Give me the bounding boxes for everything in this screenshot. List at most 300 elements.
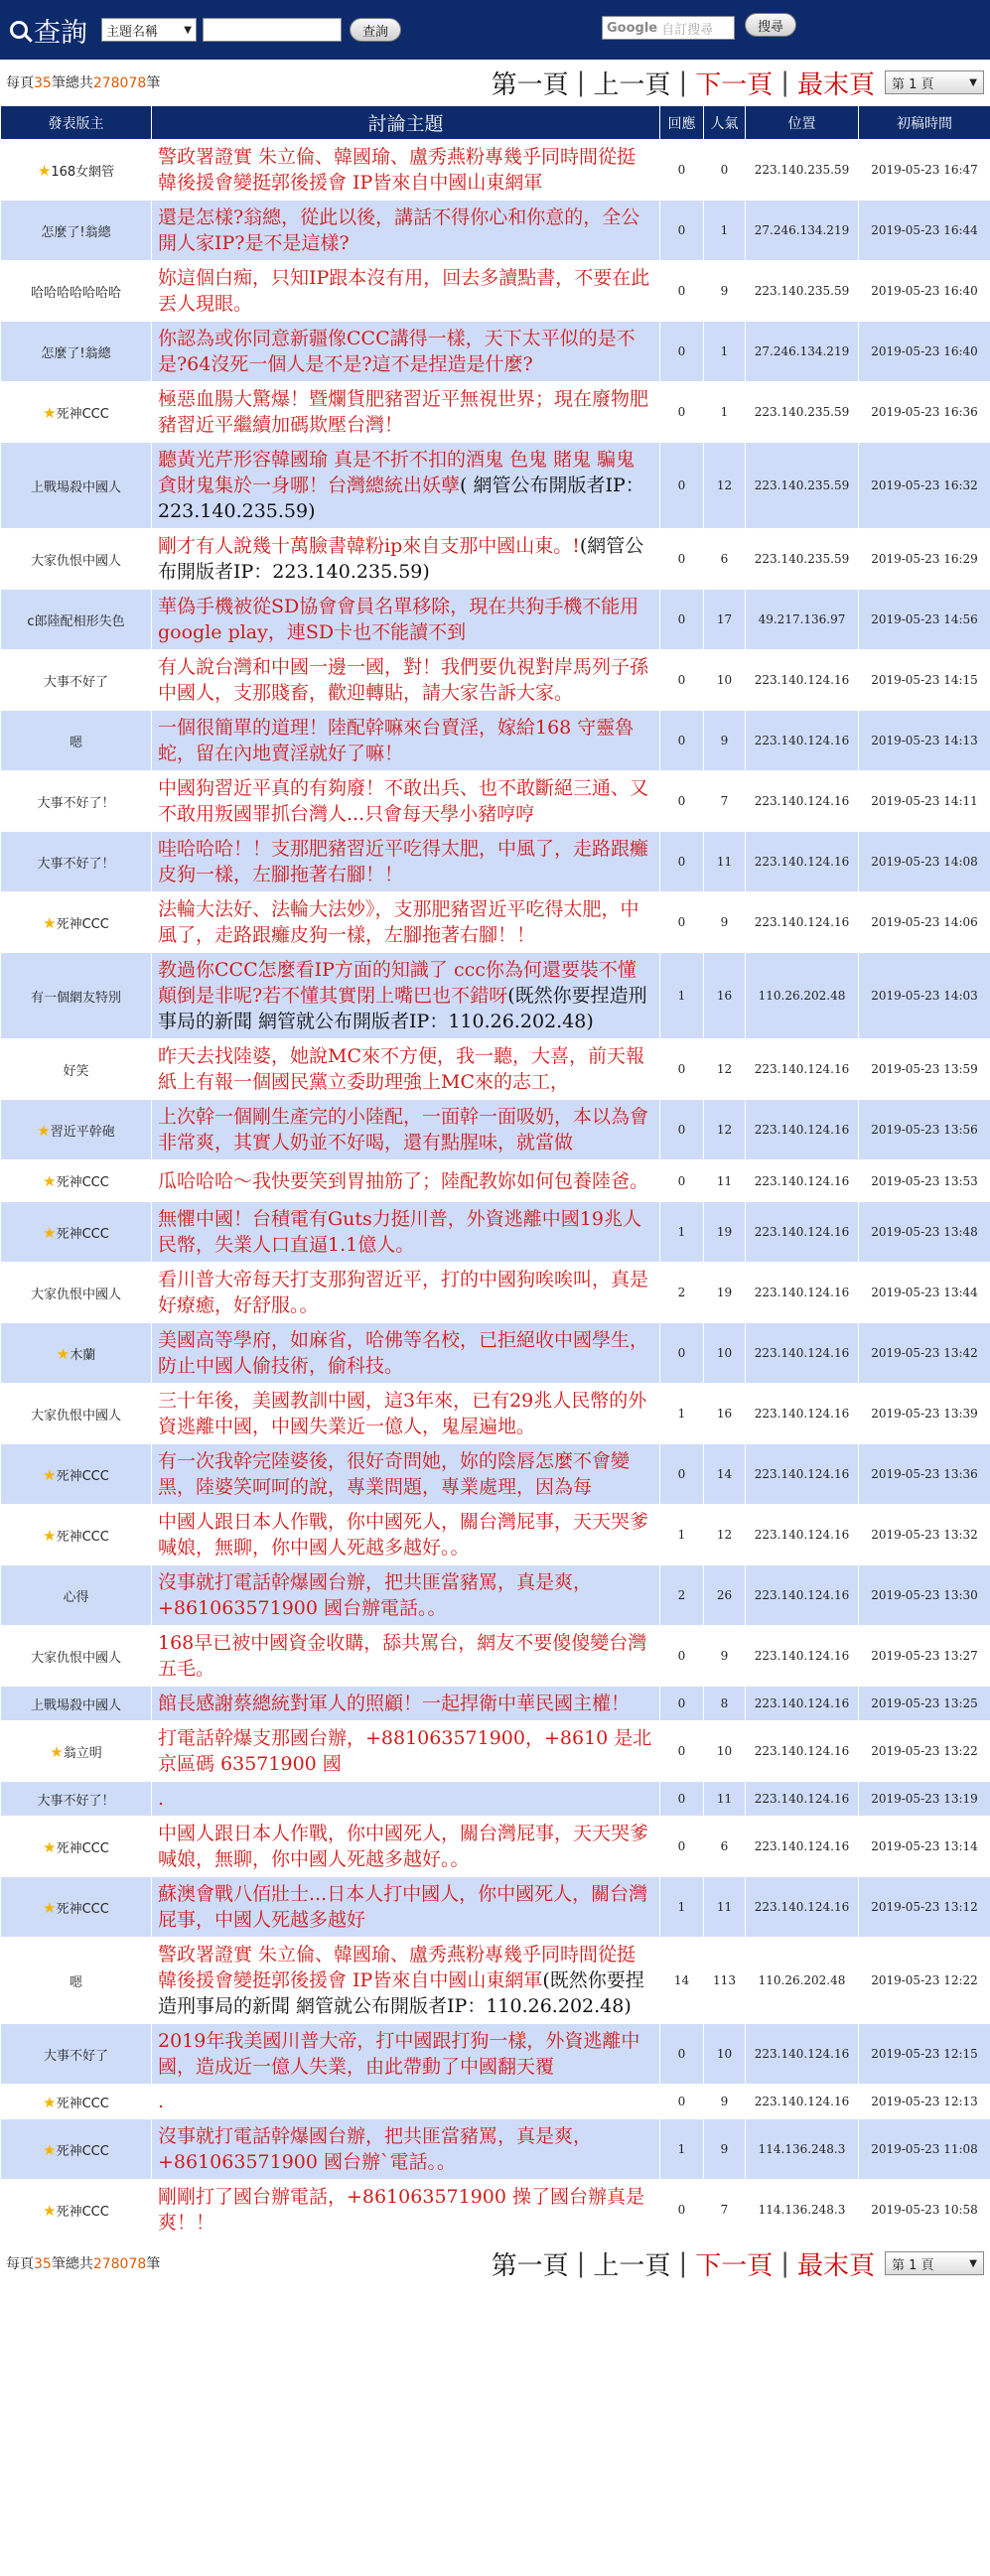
page-select[interactable] bbox=[885, 70, 984, 94]
table-row bbox=[1, 2085, 990, 2119]
search-title bbox=[10, 11, 87, 50]
time-cell: 2019-05-23 13:36 bbox=[859, 1444, 990, 1505]
author-cell bbox=[1, 1817, 152, 1877]
ip-cell: 223.140.124.16 bbox=[746, 832, 859, 892]
ip-cell: 223.140.235.59 bbox=[746, 443, 859, 529]
topic-link[interactable]: 警政署證實 朱立倫、韓國瑜、盧秀燕粉專幾乎同時間從挺韓後援會變挺郭後援會 IP皆來自中國山東網軍 bbox=[158, 1944, 636, 1991]
star-icon: ★ bbox=[43, 1465, 57, 1484]
search-icon bbox=[10, 21, 28, 39]
views-cell: 12 bbox=[704, 443, 746, 529]
ip-cell: 223.140.124.16 bbox=[746, 711, 859, 771]
time-cell: 2019-05-23 14:08 bbox=[859, 832, 990, 892]
replies-cell: 0 bbox=[660, 1817, 704, 1877]
author-name: 哈哈哈哈哈哈哈 bbox=[30, 285, 121, 301]
author-cell bbox=[1, 529, 152, 590]
replies-cell: 0 bbox=[660, 201, 704, 261]
time-cell: 2019-05-23 13:25 bbox=[859, 1687, 990, 1721]
topic-cell bbox=[152, 1039, 660, 1100]
replies-cell: 2 bbox=[660, 1565, 704, 1626]
topic-link[interactable]: 妳這個白痴，只知IP跟本沒有用，回去多讀點書，不要在此丟人現眼。 bbox=[158, 267, 650, 315]
author-cell bbox=[1, 140, 152, 201]
author-name: 有一個網友特別 bbox=[30, 990, 121, 1006]
replies-cell: 0 bbox=[660, 2180, 704, 2240]
ip-cell: 27.246.134.219 bbox=[746, 201, 859, 261]
ip-cell: 223.140.124.16 bbox=[746, 1039, 859, 1100]
prev-page-link[interactable]: 上一頁 bbox=[593, 69, 671, 100]
search-field-select[interactable] bbox=[101, 18, 197, 42]
ip-cell: 223.140.124.16 bbox=[746, 1160, 859, 1202]
author-cell bbox=[1, 711, 152, 771]
views-cell: 9 bbox=[704, 892, 746, 953]
author-name: 大家仇恨中國人 bbox=[30, 1287, 121, 1302]
topic-link[interactable]: 中國人跟日本人作戰，你中國死人，關台灣屁事，天天哭爹喊娘，無聊，你中國人死越多越好。。 bbox=[158, 1823, 649, 1870]
time-cell: 2019-05-23 13:42 bbox=[859, 1323, 990, 1384]
ip-cell: 223.140.124.16 bbox=[746, 1721, 859, 1782]
replies-cell: 0 bbox=[660, 892, 704, 953]
topic-cell bbox=[152, 529, 660, 590]
table-row bbox=[1, 1626, 990, 1687]
author-name: 大事不好了 bbox=[43, 674, 108, 690]
topic-link[interactable]: 你認為或你同意新疆像CCC講得一樣，天下太平似的是不是?64沒死一個人是不是?這不是捏造是什麼? bbox=[158, 328, 636, 375]
views-cell: 10 bbox=[704, 650, 746, 711]
topic-table bbox=[0, 105, 990, 2240]
first-page-link[interactable]: 第一頁 bbox=[491, 2250, 569, 2281]
author-cell bbox=[1, 2085, 152, 2119]
table-row bbox=[1, 1100, 990, 1160]
replies-cell: 0 bbox=[660, 140, 704, 201]
time-cell: 2019-05-23 16:40 bbox=[859, 322, 990, 382]
time-cell: 2019-05-23 11:08 bbox=[859, 2119, 990, 2180]
time-cell: 2019-05-23 12:13 bbox=[859, 2085, 990, 2119]
topic-link[interactable]: 一個很簡單的道理！陸配幹嘛來台賣淫，嫁給168 守靈魯蛇，留在內地賣淫就好了嘛！ bbox=[158, 717, 635, 764]
table-row bbox=[1, 650, 990, 711]
views-cell: 9 bbox=[704, 2085, 746, 2119]
admin-ip-note: (網管公布開版者IP：223.140.235.59) bbox=[158, 535, 644, 583]
ip-cell: 110.26.202.48 bbox=[746, 1938, 859, 2024]
author-cell bbox=[1, 1687, 152, 1721]
count-prefix: 每頁 bbox=[6, 75, 34, 91]
topic-cell bbox=[152, 1721, 660, 1782]
replies-cell: 0 bbox=[660, 1721, 704, 1782]
replies-cell: 0 bbox=[660, 322, 704, 382]
replies-cell: 14 bbox=[660, 1938, 704, 2024]
time-cell: 2019-05-23 13:32 bbox=[859, 1505, 990, 1565]
topic-link[interactable]: 看川普大帝每天打支那狗習近平，打的中國狗唉唉叫，真是好療癒，好舒服。。 bbox=[158, 1269, 649, 1316]
topic-link[interactable]: . bbox=[158, 1788, 165, 1810]
author-name: 大家仇恨中國人 bbox=[30, 553, 121, 569]
ip-cell: 223.140.124.16 bbox=[746, 2024, 859, 2085]
topic-link[interactable]: 有人說台灣和中國一邊一國，對！我們要仇視對岸馬列子孫中國人，支那賤畜，歡迎轉貼，請大家告訴大家。 bbox=[158, 656, 649, 704]
topic-link[interactable]: 上次幹一個剛生產完的小陸配，一面幹一面吸奶，本以為會非常爽，其實人奶並不好喝，還有點腥味，就當做 bbox=[158, 1106, 649, 1153]
pager-top bbox=[0, 60, 990, 105]
table-row bbox=[1, 2180, 990, 2240]
replies-cell: 0 bbox=[660, 529, 704, 590]
topic-cell bbox=[152, 1263, 660, 1323]
ip-cell: 223.140.124.16 bbox=[746, 650, 859, 711]
author-cell bbox=[1, 382, 152, 443]
per-page-count: 35 bbox=[34, 2256, 52, 2272]
replies-cell: 2 bbox=[660, 1263, 704, 1323]
total-count: 278078 bbox=[92, 2256, 147, 2272]
topic-link[interactable]: 中國狗習近平真的有夠廢！不敢出兵、也不敢斷絕三通、又不敢用叛國罪抓台灣人...只會每天學小豬哼哼 bbox=[158, 777, 649, 825]
record-count bbox=[6, 2253, 160, 2273]
ip-cell: 223.140.124.16 bbox=[746, 1817, 859, 1877]
author-cell bbox=[1, 590, 152, 650]
pager-divider: | bbox=[576, 2248, 586, 2278]
topic-link[interactable]: 無懼中國！台積電有Guts力挺川普，外資逃離中國19兆人民幣，失業人口直逼1.1億人。 bbox=[158, 1208, 641, 1256]
topic-link[interactable]: 打電話幹爆支那國台辦，+881063571900，+8610 是北京區碼 63571900 國 bbox=[158, 1727, 652, 1775]
replies-cell: 0 bbox=[660, 832, 704, 892]
page-select[interactable] bbox=[885, 2251, 984, 2275]
topic-link[interactable]: 沒事就打電話幹爆國台辦，把共匪當豬罵，真是爽，+861063571900 國台辦電話。。 bbox=[158, 1571, 593, 1619]
time-cell: 2019-05-23 16:40 bbox=[859, 261, 990, 322]
author-cell bbox=[1, 1721, 152, 1782]
table-row bbox=[1, 322, 990, 382]
topic-link[interactable]: 蘇澳會戰八佰壯士...日本人打中國人，你中國死人，關台灣屁事，中國人死越多越好 bbox=[158, 1883, 648, 1931]
topic-link[interactable]: 聽黃光芹形容韓國瑜 真是不折不扣的酒鬼 色鬼 賭鬼 騙鬼 貪財鬼集於一身哪！台灣總統出妖孽 bbox=[158, 449, 636, 496]
views-cell: 19 bbox=[704, 1202, 746, 1263]
author-name: 好笑 bbox=[63, 1063, 89, 1079]
topic-link[interactable]: 美國高等學府，如麻省，哈佛等名校，已拒絕收中國學生，防止中國人偷技術，偷科技。 bbox=[158, 1329, 649, 1377]
header-time: 初稿時間 bbox=[859, 106, 990, 140]
views-cell: 12 bbox=[704, 1505, 746, 1565]
topic-cell bbox=[152, 322, 660, 382]
topic-cell bbox=[152, 2119, 660, 2180]
replies-cell: 0 bbox=[660, 1039, 704, 1100]
ip-cell: 27.246.134.219 bbox=[746, 322, 859, 382]
views-cell: 8 bbox=[704, 1687, 746, 1721]
topic-link[interactable]: 極惡血腸大驚爆！暨爛貨肥豬習近平無視世界；現在廢物肥豬習近平繼續加碼欺壓台灣！ bbox=[158, 388, 649, 436]
topic-cell bbox=[152, 1626, 660, 1687]
author-cell bbox=[1, 1877, 152, 1938]
table-row bbox=[1, 1263, 990, 1323]
star-icon: ★ bbox=[43, 913, 57, 932]
author-name: 大事不好了！ bbox=[37, 795, 115, 811]
views-cell: 6 bbox=[704, 1817, 746, 1877]
table-row bbox=[1, 1160, 990, 1202]
table-row bbox=[1, 1565, 990, 1626]
admin-ip-note: (既然你要捏造刑事局的新聞 網管就公布開版者IP：110.26.202.48) bbox=[158, 985, 647, 1032]
topic-cell bbox=[152, 892, 660, 953]
replies-cell: 0 bbox=[660, 443, 704, 529]
topic-link[interactable]: 警政署證實 朱立倫、韓國瑜、盧秀燕粉專幾乎同時間從挺韓後援會變挺郭後援會 IP皆來自中國山東網軍 bbox=[158, 146, 636, 194]
ip-cell: 223.140.124.16 bbox=[746, 1444, 859, 1505]
author-cell bbox=[1, 1782, 152, 1817]
topic-link[interactable]: 有一次我幹完陸婆後，很好奇問她，妳的陰唇怎麼不會變黑，陸婆笑呵呵的說，專業問題，專業處理，因為每 bbox=[158, 1450, 631, 1498]
time-cell: 2019-05-23 16:32 bbox=[859, 443, 990, 529]
author-cell bbox=[1, 832, 152, 892]
author-cell bbox=[1, 1160, 152, 1202]
views-cell: 9 bbox=[704, 711, 746, 771]
table-row bbox=[1, 2119, 990, 2180]
time-cell: 2019-05-23 10:58 bbox=[859, 2180, 990, 2240]
header-ip: 位置 bbox=[746, 106, 859, 140]
topic-cell bbox=[152, 1384, 660, 1444]
table-row bbox=[1, 1687, 990, 1721]
time-cell: 2019-05-23 13:12 bbox=[859, 1877, 990, 1938]
topic-link[interactable]: 華偽手機被從SD協會會員名單移除，現在共狗手機不能用google play，連SD卡也不能讀不到 bbox=[158, 596, 639, 643]
author-name: 木蘭 bbox=[70, 1347, 96, 1363]
author-cell bbox=[1, 1263, 152, 1323]
pager-divider: | bbox=[780, 2248, 789, 2278]
ip-cell: 223.140.124.16 bbox=[746, 1202, 859, 1263]
time-cell: 2019-05-23 16:44 bbox=[859, 201, 990, 261]
author-name: 上戰場殺中國人 bbox=[30, 1697, 121, 1713]
views-cell: 11 bbox=[704, 1160, 746, 1202]
last-page-link[interactable]: 最末頁 bbox=[796, 2250, 875, 2281]
author-name: 心得 bbox=[63, 1589, 89, 1605]
table-row bbox=[1, 1323, 990, 1384]
header-author: 發表版主 bbox=[1, 106, 152, 140]
query-button[interactable]: 查詢 bbox=[350, 18, 401, 42]
ip-cell: 223.140.124.16 bbox=[746, 1384, 859, 1444]
author-name: 大事不好了！ bbox=[37, 1793, 115, 1809]
prev-page-link[interactable]: 上一頁 bbox=[593, 2250, 671, 2281]
google-search-placeholder: 自訂搜尋 bbox=[661, 22, 714, 38]
replies-cell: 1 bbox=[660, 1202, 704, 1263]
time-cell: 2019-05-23 14:03 bbox=[859, 953, 990, 1039]
time-cell: 2019-05-23 13:30 bbox=[859, 1565, 990, 1626]
topic-link[interactable]: 沒事就打電話幹爆國台辦，把共匪當豬罵，真是爽，+861063571900 國台辦`電話。。 bbox=[158, 2125, 593, 2173]
author-cell bbox=[1, 1444, 152, 1505]
author-name: 死神CCC bbox=[56, 2204, 109, 2220]
topic-link[interactable]: 哇哈哈哈！！支那肥豬習近平吃得太肥，中風了，走路跟癱皮狗一樣，左腳拖著右腳！！ bbox=[158, 838, 649, 885]
author-name: 嗯 bbox=[69, 735, 82, 750]
replies-cell: 1 bbox=[660, 1384, 704, 1444]
author-name: 死神CCC bbox=[56, 1468, 109, 1484]
ip-cell: 110.26.202.48 bbox=[746, 953, 859, 1039]
replies-cell: 0 bbox=[660, 650, 704, 711]
views-cell: 9 bbox=[704, 2119, 746, 2180]
author-cell bbox=[1, 1565, 152, 1626]
author-name: 死神CCC bbox=[56, 1226, 109, 1242]
time-cell: 2019-05-23 14:13 bbox=[859, 711, 990, 771]
table-row bbox=[1, 140, 990, 201]
author-name: 死神CCC bbox=[56, 2143, 109, 2159]
author-cell bbox=[1, 1505, 152, 1565]
views-cell: 10 bbox=[704, 1721, 746, 1782]
time-cell: 2019-05-23 13:39 bbox=[859, 1384, 990, 1444]
first-page-link[interactable]: 第一頁 bbox=[491, 69, 569, 100]
search-input[interactable] bbox=[203, 18, 342, 42]
table-row bbox=[1, 1039, 990, 1100]
views-cell: 0 bbox=[704, 140, 746, 201]
record-count bbox=[6, 72, 160, 92]
views-cell: 11 bbox=[704, 832, 746, 892]
views-cell: 7 bbox=[704, 771, 746, 832]
next-page-link[interactable]: 下一頁 bbox=[695, 2250, 774, 2281]
author-cell bbox=[1, 771, 152, 832]
time-cell: 2019-05-23 16:47 bbox=[859, 140, 990, 201]
table-row bbox=[1, 1384, 990, 1444]
author-cell bbox=[1, 261, 152, 322]
page-select-value: 第 1 頁 bbox=[892, 76, 934, 92]
author-name: 嗯 bbox=[69, 1974, 82, 1990]
time-cell: 2019-05-23 13:14 bbox=[859, 1817, 990, 1877]
replies-cell: 0 bbox=[660, 261, 704, 322]
star-icon: ★ bbox=[43, 1172, 57, 1190]
topic-link[interactable]: 剛剛打了國台辦電話，+861063571900 操了國台辦真是爽！！ bbox=[158, 2186, 645, 2234]
next-page-link[interactable]: 下一頁 bbox=[695, 69, 774, 100]
header-replies: 回應 bbox=[660, 106, 704, 140]
time-cell: 2019-05-23 13:48 bbox=[859, 1202, 990, 1263]
ip-cell: 223.140.124.16 bbox=[746, 1323, 859, 1384]
table-row bbox=[1, 1721, 990, 1782]
topic-cell bbox=[152, 2180, 660, 2240]
ip-cell: 223.140.124.16 bbox=[746, 892, 859, 953]
star-icon: ★ bbox=[37, 161, 52, 180]
views-cell: 19 bbox=[704, 1263, 746, 1323]
ip-cell: 223.140.124.16 bbox=[746, 1877, 859, 1938]
last-page-link[interactable]: 最末頁 bbox=[796, 69, 875, 100]
time-cell: 2019-05-23 13:56 bbox=[859, 1100, 990, 1160]
star-icon: ★ bbox=[43, 1837, 57, 1856]
table-header-row bbox=[1, 106, 990, 140]
star-icon: ★ bbox=[43, 1223, 57, 1242]
topic-link[interactable]: 還是怎樣?翁總，從此以後，講話不得你心和你意的，全公開人家IP?是不是這樣? bbox=[158, 206, 640, 254]
pager-nav bbox=[492, 2245, 984, 2282]
author-cell bbox=[1, 1384, 152, 1444]
author-name: 死神CCC bbox=[56, 406, 109, 422]
search-field-select-value: 主題名稱 bbox=[106, 24, 159, 40]
table-row bbox=[1, 590, 990, 650]
topic-cell bbox=[152, 1877, 660, 1938]
time-cell: 2019-05-23 13:53 bbox=[859, 1160, 990, 1202]
author-name: 大事不好了 bbox=[43, 2048, 108, 2064]
topic-cell bbox=[152, 1202, 660, 1263]
ip-cell: 223.140.235.59 bbox=[746, 261, 859, 322]
time-cell: 2019-05-23 12:22 bbox=[859, 1938, 990, 2024]
table-row bbox=[1, 1782, 990, 1817]
google-search-input[interactable] bbox=[602, 16, 735, 40]
star-icon: ★ bbox=[50, 1742, 64, 1761]
author-name: 怎麼了!翁總 bbox=[41, 224, 111, 240]
time-cell: 2019-05-23 12:15 bbox=[859, 2024, 990, 2085]
pager-nav bbox=[492, 65, 984, 101]
views-cell: 1 bbox=[704, 322, 746, 382]
pager-divider: | bbox=[780, 68, 789, 97]
ip-cell: 223.140.124.16 bbox=[746, 2085, 859, 2119]
table-row bbox=[1, 1877, 990, 1938]
table-row bbox=[1, 771, 990, 832]
views-cell: 1 bbox=[704, 382, 746, 443]
topic-cell bbox=[152, 1782, 660, 1817]
ip-cell: 223.140.235.59 bbox=[746, 140, 859, 201]
author-name: 大事不好了！ bbox=[37, 856, 115, 872]
replies-cell: 0 bbox=[660, 1323, 704, 1384]
topic-link[interactable]: . bbox=[158, 2091, 165, 2112]
topic-cell bbox=[152, 832, 660, 892]
views-cell: 1 bbox=[704, 201, 746, 261]
star-icon: ★ bbox=[43, 2201, 57, 2220]
star-icon: ★ bbox=[43, 2093, 57, 2111]
author-name: 死神CCC bbox=[56, 2096, 109, 2111]
author-name: 大家仇恨中國人 bbox=[30, 1408, 121, 1424]
topic-cell bbox=[152, 1565, 660, 1626]
replies-cell: 0 bbox=[660, 590, 704, 650]
topic-cell bbox=[152, 261, 660, 322]
ip-cell: 223.140.124.16 bbox=[746, 1782, 859, 1817]
total-count: 278078 bbox=[92, 75, 147, 91]
topic-cell bbox=[152, 1938, 660, 2024]
author-name: 死神CCC bbox=[56, 1840, 109, 1856]
replies-cell: 0 bbox=[660, 1687, 704, 1721]
views-cell: 9 bbox=[704, 1626, 746, 1687]
table-row bbox=[1, 443, 990, 529]
ip-cell: 223.140.124.16 bbox=[746, 1263, 859, 1323]
count-middle: 筆總共 bbox=[51, 2256, 93, 2272]
replies-cell: 0 bbox=[660, 1782, 704, 1817]
star-icon: ★ bbox=[43, 1898, 57, 1917]
topic-cell bbox=[152, 711, 660, 771]
topic-link[interactable]: 三十年後，美國教訓中國，這3年來，已有29兆人民幣的外資逃離中國，中國失業近一億人，鬼屋遍地。 bbox=[158, 1390, 647, 1437]
ip-cell: 223.140.124.16 bbox=[746, 1687, 859, 1721]
replies-cell: 1 bbox=[660, 1505, 704, 1565]
views-cell: 10 bbox=[704, 1323, 746, 1384]
author-name: c郎陸配相形失色 bbox=[27, 613, 125, 629]
star-icon: ★ bbox=[43, 403, 57, 422]
chevron-down-icon: ▼ bbox=[969, 2257, 977, 2269]
replies-cell: 0 bbox=[660, 1626, 704, 1687]
ip-cell: 223.140.124.16 bbox=[746, 1100, 859, 1160]
ip-cell: 114.136.248.3 bbox=[746, 2119, 859, 2180]
author-name: 死神CCC bbox=[56, 1901, 109, 1917]
time-cell: 2019-05-23 14:06 bbox=[859, 892, 990, 953]
table-row bbox=[1, 1505, 990, 1565]
topic-link[interactable]: 教過你CCC怎麼看IP方面的知識了 ccc你為何還要裝不懂顛倒是非呢?若不懂其實閉上嘴巴也不錯呀 bbox=[158, 959, 636, 1007]
topic-link[interactable]: 館長感謝蔡總統對軍人的照顧！一起捍衛中華民國主權！ bbox=[158, 1693, 631, 1714]
views-cell: 11 bbox=[704, 1877, 746, 1938]
topic-cell bbox=[152, 771, 660, 832]
google-search-button[interactable]: 搜尋 bbox=[745, 13, 796, 37]
topic-link[interactable]: 168早已被中國資金收購，舔共罵台，網友不要傻傻變台灣五毛。 bbox=[158, 1632, 647, 1680]
topic-link[interactable]: 瓜哈哈哈～我快要笑到胃抽筋了；陸配教妳如何包養陸爸。 bbox=[158, 1169, 649, 1192]
replies-cell: 0 bbox=[660, 1100, 704, 1160]
admin-ip-note: ( 網管公布開版者IP：223.140.235.59) bbox=[158, 475, 644, 522]
time-cell: 2019-05-23 13:22 bbox=[859, 1721, 990, 1782]
star-icon: ★ bbox=[43, 2140, 57, 2159]
header-topic: 討論主題 bbox=[152, 106, 660, 140]
search-title-label: 查詢 bbox=[34, 17, 87, 49]
views-cell: 17 bbox=[704, 590, 746, 650]
per-page-count: 35 bbox=[34, 75, 52, 91]
author-cell bbox=[1, 650, 152, 711]
table-row bbox=[1, 832, 990, 892]
google-logo: Google bbox=[607, 20, 658, 36]
topic-link[interactable]: 昨天去找陸婆，她說MC來不方便，我一聽，大喜，前天報紙上有報一個國民黨立委助理強上MC來的志工， bbox=[158, 1045, 644, 1093]
author-cell bbox=[1, 2180, 152, 2240]
time-cell: 2019-05-23 16:36 bbox=[859, 382, 990, 443]
table-row bbox=[1, 529, 990, 590]
author-cell bbox=[1, 953, 152, 1039]
topic-link[interactable]: 法輪大法好、法輪大法妙》，支那肥豬習近平吃得太肥，中風了，走路跟癱皮狗一樣，左腳拖著右腳！！ bbox=[158, 898, 639, 946]
topic-cell bbox=[152, 1687, 660, 1721]
author-name: 死神CCC bbox=[56, 1529, 109, 1545]
topic-link[interactable]: 2019年我美國川普大帝，打中國跟打狗一樣，外資逃離中國，造成近一億人失業，由此帶動了中國翻天覆 bbox=[158, 2030, 640, 2078]
table-row bbox=[1, 711, 990, 771]
count-suffix: 筆 bbox=[146, 2256, 161, 2272]
page-select-value: 第 1 頁 bbox=[892, 2257, 934, 2273]
topic-cell bbox=[152, 1444, 660, 1505]
time-cell: 2019-05-23 13:44 bbox=[859, 1263, 990, 1323]
topic-link[interactable]: 中國人跟日本人作戰，你中國死人，關台灣屁事，天天哭爹喊娘，無聊，你中國人死越多越好。。 bbox=[158, 1511, 649, 1559]
author-cell bbox=[1, 2119, 152, 2180]
chevron-down-icon: ▼ bbox=[969, 76, 977, 88]
topic-link[interactable]: 剛才有人說幾十萬臉書韓粉ip來自支那中國山東。! bbox=[158, 535, 580, 557]
topic-cell bbox=[152, 1323, 660, 1384]
ip-cell: 223.140.235.59 bbox=[746, 529, 859, 590]
replies-cell: 0 bbox=[660, 1444, 704, 1505]
